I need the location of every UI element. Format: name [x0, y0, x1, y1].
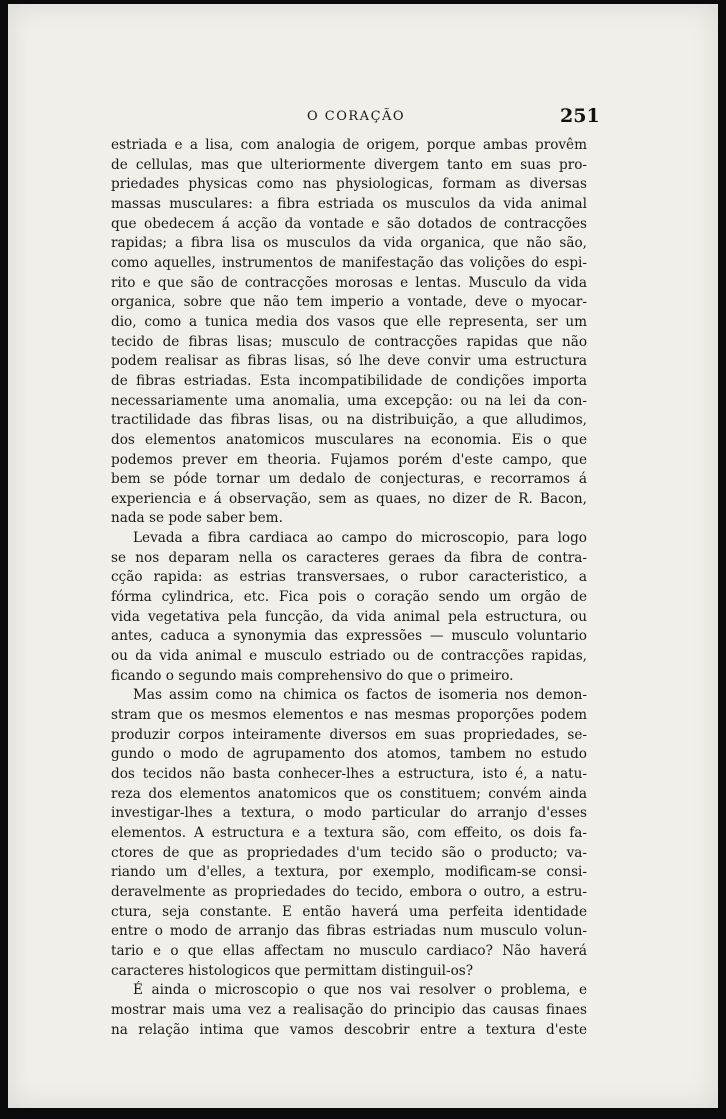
text-line: experiencia e á observação, sem as quaes, no dizer de R. Bacon,: [111, 490, 587, 507]
text-line: caracteres histologicos que permittam distinguil-os?: [111, 962, 474, 979]
header-title: O CORAÇÃO: [307, 109, 406, 124]
text-line: que obedecem á acção da vontade e são dotados de contracções: [111, 215, 587, 232]
paragraph-3: [111, 686, 587, 981]
text-line: É ainda o microscopio o que nos vai resolver o problema, e: [133, 982, 587, 999]
text-line: elementos. A estructura e a textura são, com effeito, os dois fa-: [111, 824, 587, 841]
page-number: 251: [560, 105, 600, 127]
text-line: produzir corpos inteiramente diversos em suas propriedades, se-: [111, 726, 587, 743]
text-line: bem se póde tornar um dedalo de conjecturas, e recorramos á: [111, 471, 587, 488]
text-line: antes, caduca a synonymia das expressões — musculo voluntario: [111, 628, 587, 645]
paragraph-2: [111, 529, 587, 686]
text-line: organica, sobre que não tem imperio a vontade, deve o myocar-: [111, 294, 587, 311]
text-line: de fibras estriadas. Esta incompatibilidade de condições importa: [111, 372, 587, 389]
text-line: rito e que são de contracções morosas e lentas. Musculo da vida: [111, 274, 587, 291]
text-line: ficando o segundo mais comprehensivo do que o primeiro.: [111, 667, 514, 684]
text-line: stram que os mesmos elementos e nas mesmas proporções podem: [111, 707, 587, 724]
running-header: [8, 105, 718, 129]
text-line: tecido de fibras lisas; musculo de contracções rapidas que não: [111, 333, 587, 350]
text-line: gundo o modo de agrupamento dos atomos, tambem no estudo: [111, 746, 587, 763]
text-line: tario e o que ellas affectam no musculo cardiaco? Não haverá: [111, 942, 587, 959]
book-page: [8, 4, 718, 1108]
text-line: riando um d'elles, a textura, por exemplo, modificam-se consi-: [111, 864, 587, 881]
text-line: ctura, seja constante. E então haverá uma perfeita identidade: [111, 903, 587, 920]
text-line: vida vegetativa pela funcção, da vida animal pela estructura, ou: [111, 608, 587, 625]
text-line: podem realisar as fibras lisas, só lhe deve convir uma estructura: [111, 353, 587, 370]
paragraph-1: [111, 136, 587, 529]
text-line: deravelmente as propriedades do tecido, embora o outro, a estru-: [111, 883, 587, 900]
text-line: massas musculares: a fibra estriada os musculos da vida animal: [111, 195, 587, 212]
text-line: rapidas; a fibra lisa os musculos da vida organica, que não são,: [111, 235, 587, 252]
text-line: necessariamente uma anomalia, uma excepção: ou na lei da con-: [111, 392, 587, 409]
text-line: dos tecidos não basta conhecer-lhes a estructura, isto é, a natu-: [111, 766, 587, 782]
text-line: de cellulas, mas que ulteriormente divergem tanto em suas pro-: [111, 156, 587, 173]
text-line: investigar-lhes a textura, o modo particular do arranjo d'esses: [111, 805, 587, 822]
text-line: na relação intima que vamos descobrir entre a textura d'este: [111, 1021, 587, 1038]
text-line: estriada e a lisa, com analogia de origem, porque ambas provêm: [111, 137, 587, 153]
text-line: entre o modo de arranjo das fibras estriadas num musculo volun-: [111, 923, 587, 940]
text-line: como aquelles, instrumentos de manifestação das volições do espi-: [111, 254, 587, 271]
text-line: se nos deparam nella os caracteres geraes da fibra de contra-: [111, 549, 587, 566]
text-line: podemos prever em theoria. Fujamos porém d'este campo, que: [111, 451, 587, 468]
text-line: reza dos elementos anatomicos que os constituem; convém ainda: [111, 785, 587, 802]
paragraph-4: [111, 981, 587, 1040]
text-line: dos elementos anatomicos musculares na economia. Eis o que: [111, 431, 587, 448]
text-line: nada se pode saber bem.: [111, 510, 283, 527]
text-line: Levada a fibra cardiaca ao campo do microscopio, para logo: [133, 530, 587, 547]
text-line: Mas assim como na chimica os factos de isomeria nos demon-: [133, 687, 587, 704]
text-line: tractilidade das fibras lisas, ou na distribuição, a que alludimos,: [111, 412, 587, 429]
body-text: [111, 136, 587, 1040]
text-line: dio, como a tunica media dos vasos que elle representa, ser um: [111, 313, 587, 330]
text-line: fórma cylindrica, etc. Fica pois o coração sendo um orgão de: [111, 589, 587, 606]
text-line: ou da vida animal e musculo estriado ou de contracções rapidas,: [111, 648, 587, 665]
text-line: ctores de que as propriedades d'um tecido são o producto; va-: [111, 844, 587, 861]
text-line: mostrar mais uma vez a realisação do principio das causas finaes: [111, 1001, 587, 1018]
text-line: priedades physicas como nas physiologicas, formam as diversas: [111, 176, 587, 193]
text-line: cção rapida: as estrias transversaes, o rubor caracteristico, a: [111, 569, 587, 586]
